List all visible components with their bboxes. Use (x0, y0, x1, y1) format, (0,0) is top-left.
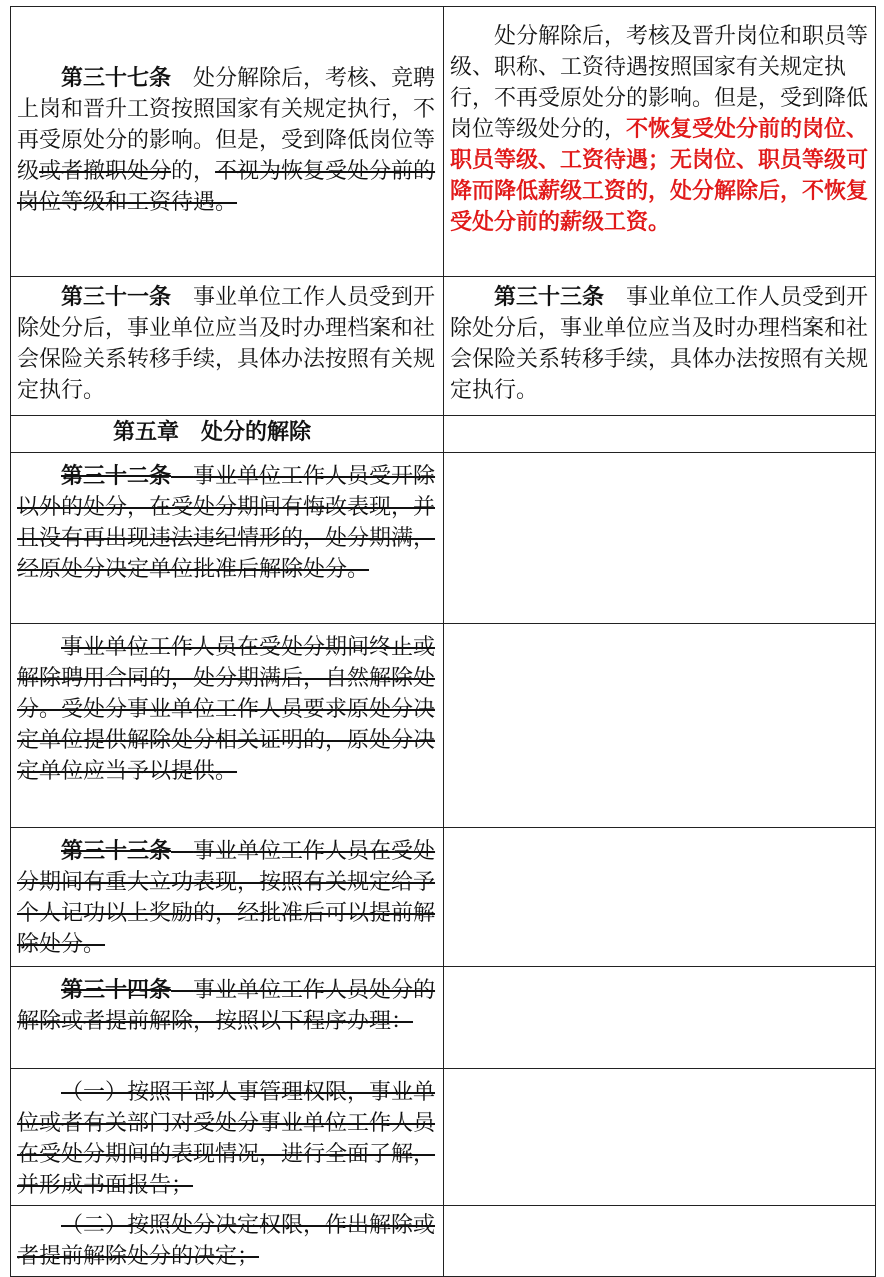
deleted-text: （一）按照干部人事管理权限，事业单位或者有关部门对受处分事业单位工作人员在受处分期间的表现情况，进行全面了解，并形成书面报告； (17, 1080, 436, 1198)
deleted-text: 不视为恢复受处分前的岗位等级和工资待遇。 (17, 159, 436, 215)
paragraph (17, 461, 437, 585)
article-number: 第三十三条 (61, 838, 172, 864)
old-text-cell (11, 1069, 444, 1206)
empty-cell (444, 453, 876, 624)
added-text: 不恢复受处分前的岗位、职员等级、工资待遇；无岗位、职员等级可降而降低薪级工资的，处分解除后，不恢复受处分前的薪级工资。 (450, 116, 869, 235)
text-segment: 处分解除后，考核及晋升岗位和职员等级、职称、工资待遇按照国家有关规定执行，不再受原处分的影响。但是，受到降低岗位等级处分的， (450, 24, 869, 142)
table-row (11, 277, 876, 416)
table-row (11, 1206, 876, 1277)
empty-cell (444, 967, 876, 1069)
old-text-cell (11, 453, 444, 624)
table-row (11, 453, 876, 624)
text-segment: 处分解除后，考核、竞聘上岗和晋升工资按照国家有关规定执行，不再受原处分的影响。但是，受到降低岗位等级 (17, 66, 436, 184)
chapter-heading: 第五章 处分的解除 (113, 419, 312, 445)
article-number: 第三十一条 (61, 284, 172, 310)
old-text-cell (11, 1206, 444, 1277)
empty-cell (444, 1069, 876, 1206)
article-number: 第三十四条 (61, 977, 172, 1003)
deleted-text: 事业单位工作人员处分的解除或者提前解除，按照以下程序办理： (17, 978, 436, 1034)
paragraph (450, 21, 869, 238)
chapter-cell (11, 416, 444, 453)
old-text-cell (11, 967, 444, 1069)
deleted-text: 或者撤职处分 (39, 159, 172, 184)
table-row (11, 624, 876, 828)
paragraph (17, 836, 437, 960)
empty-cell (444, 1206, 876, 1277)
article-number: 第三十七条 (61, 65, 172, 91)
paragraph (17, 63, 437, 218)
old-text-cell (11, 7, 444, 277)
paragraph (17, 1210, 437, 1272)
table-row (11, 416, 876, 453)
new-text-cell (444, 277, 876, 416)
old-text-cell (11, 624, 444, 828)
text-segment: 的， (171, 159, 216, 184)
table-row (11, 1069, 876, 1206)
paragraph (450, 282, 869, 406)
empty-cell (444, 624, 876, 828)
article-number: 第三十三条 (494, 284, 605, 310)
paragraph (17, 975, 437, 1037)
text-segment: 事业单位工作人员受到开除处分后，事业单位应当及时办理档案和社会保险关系转移手续，具体办法按照有关规定执行。 (17, 285, 436, 403)
paragraph (17, 282, 437, 406)
comparison-table (10, 6, 876, 1277)
table-row (11, 7, 876, 277)
empty-cell (444, 828, 876, 967)
paragraph (17, 1077, 437, 1201)
deleted-text: （二）按照处分决定权限，作出解除或者提前解除处分的决定； (17, 1213, 436, 1269)
new-text-cell (444, 7, 876, 277)
old-text-cell (11, 828, 444, 967)
clipped-cell-content (17, 1077, 437, 1201)
text-segment: 事业单位工作人员受到开除处分后，事业单位应当及时办理档案和社会保险关系转移手续，具体办法按照有关规定执行。 (450, 285, 869, 403)
old-text-cell (11, 277, 444, 416)
deleted-text: 事业单位工作人员受开除以外的处分，在受处分期间有悔改表现，并且没有再出现违法违纪情形的，处分期满，经原处分决定单位批准后解除处分。 (17, 464, 436, 582)
table-row (11, 967, 876, 1069)
deleted-text: 事业单位工作人员在受处分期间有重大立功表现，按照有关规定给予个人记功以上奖励的，经批准后可以提前解除处分。 (17, 839, 436, 957)
paragraph (17, 632, 437, 787)
article-number: 第三十二条 (61, 463, 172, 489)
deleted-text: 事业单位工作人员在受处分期间终止或解除聘用合同的，处分期满后，自然解除处分。受处分事业单位工作人员要求原处分决定单位提供解除处分相关证明的，原处分决定单位应当予以提供。 (17, 635, 436, 784)
empty-cell (444, 416, 876, 453)
table-row (11, 828, 876, 967)
